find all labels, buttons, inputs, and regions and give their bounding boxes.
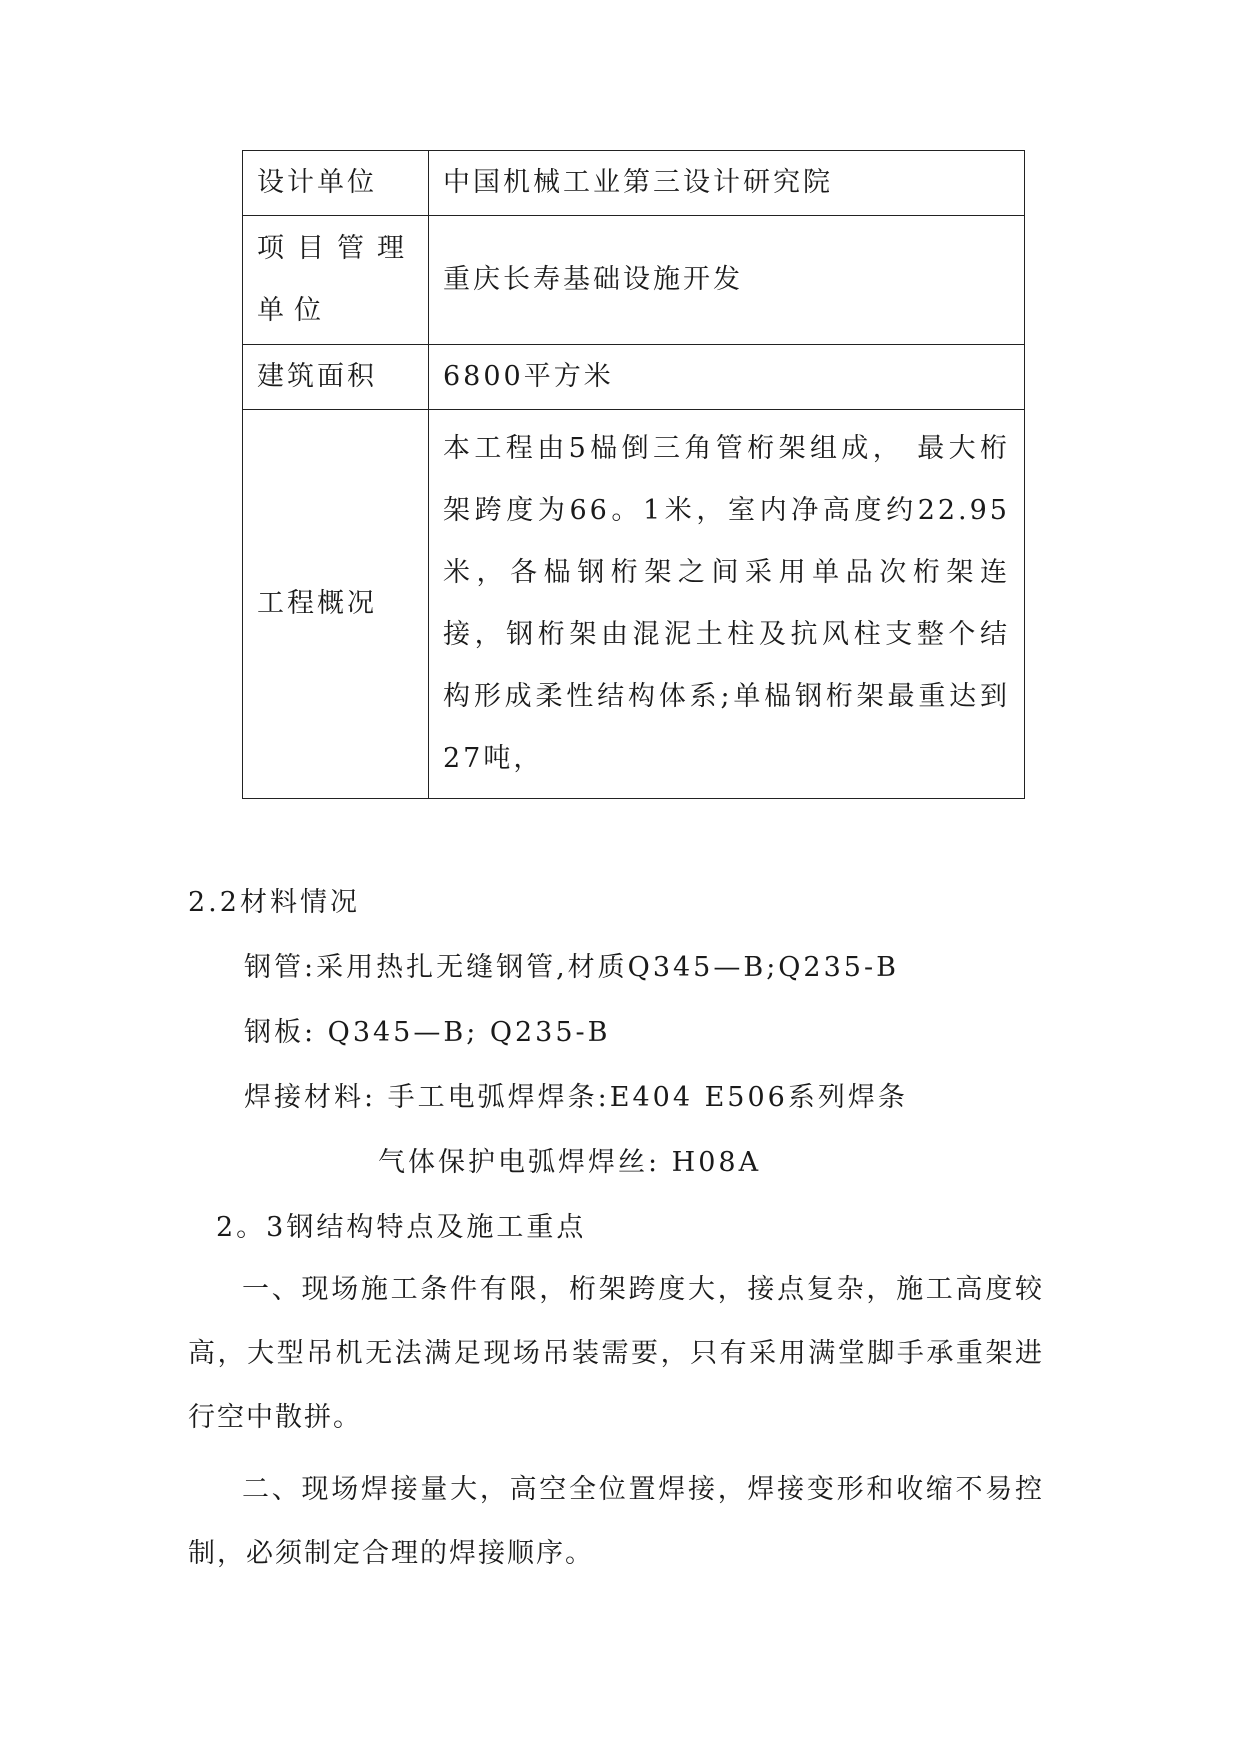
- table-row: [243, 345, 1025, 410]
- row-label-design-unit: 设计单位: [243, 151, 429, 216]
- gas-welding-wire-line: 气体保护电弧焊焊丝: H08A: [378, 1147, 762, 1178]
- section-heading-steel-structure: 2。3钢结构特点及施工重点: [216, 1212, 587, 1243]
- row-label-project-overview: 工程概况: [243, 410, 429, 799]
- paragraph-point-2: 二、现场焊接量大，高空全位置焊接，焊接变形和收缩不易控制，必须制定合理的焊接顺序。: [188, 1474, 1044, 1569]
- row-label-building-area: 建筑面积: [243, 345, 429, 410]
- table-row: [243, 410, 1025, 799]
- welding-materials-line: 焊接材料: 手工电弧焊焊条:E404 E506系列焊条: [244, 1082, 908, 1113]
- steel-pipe-line: 钢管:采用热扎无缝钢管,材质Q345—B;Q235-B: [244, 952, 899, 983]
- row-label-management-unit: 项目管理单位: [243, 216, 429, 345]
- row-value-building-area: 6800平方米: [429, 345, 1025, 410]
- row-value-design-unit: 中国机械工业第三设计研究院: [429, 151, 1025, 216]
- paragraph-point-1: 一、现场施工条件有限，桁架跨度大，接点复杂，施工高度较高，大型吊机无法满足现场吊装需要，只有采用满堂脚手承重架进行空中散拼。: [188, 1274, 1044, 1433]
- row-value-project-overview: 本工程由5榀倒三角管桁架组成， 最大桁架跨度为66。1米，室内净高度约22.95米，各榀钢桁架之间采用单品次桁架连接，钢桁架由混泥土柱及抗风柱支整个结构形成柔性结构体系;单榀钢桁架最重达到27吨，: [429, 410, 1025, 799]
- section-heading-materials: 2.2材料情况: [188, 887, 360, 918]
- table-row: [243, 151, 1025, 216]
- steel-plate-line: 钢板: Q345—B; Q235-B: [244, 1017, 611, 1048]
- table-row: [243, 216, 1025, 345]
- project-info-table: [242, 150, 1025, 799]
- row-value-management-unit: 重庆长寿基础设施开发: [429, 216, 1025, 345]
